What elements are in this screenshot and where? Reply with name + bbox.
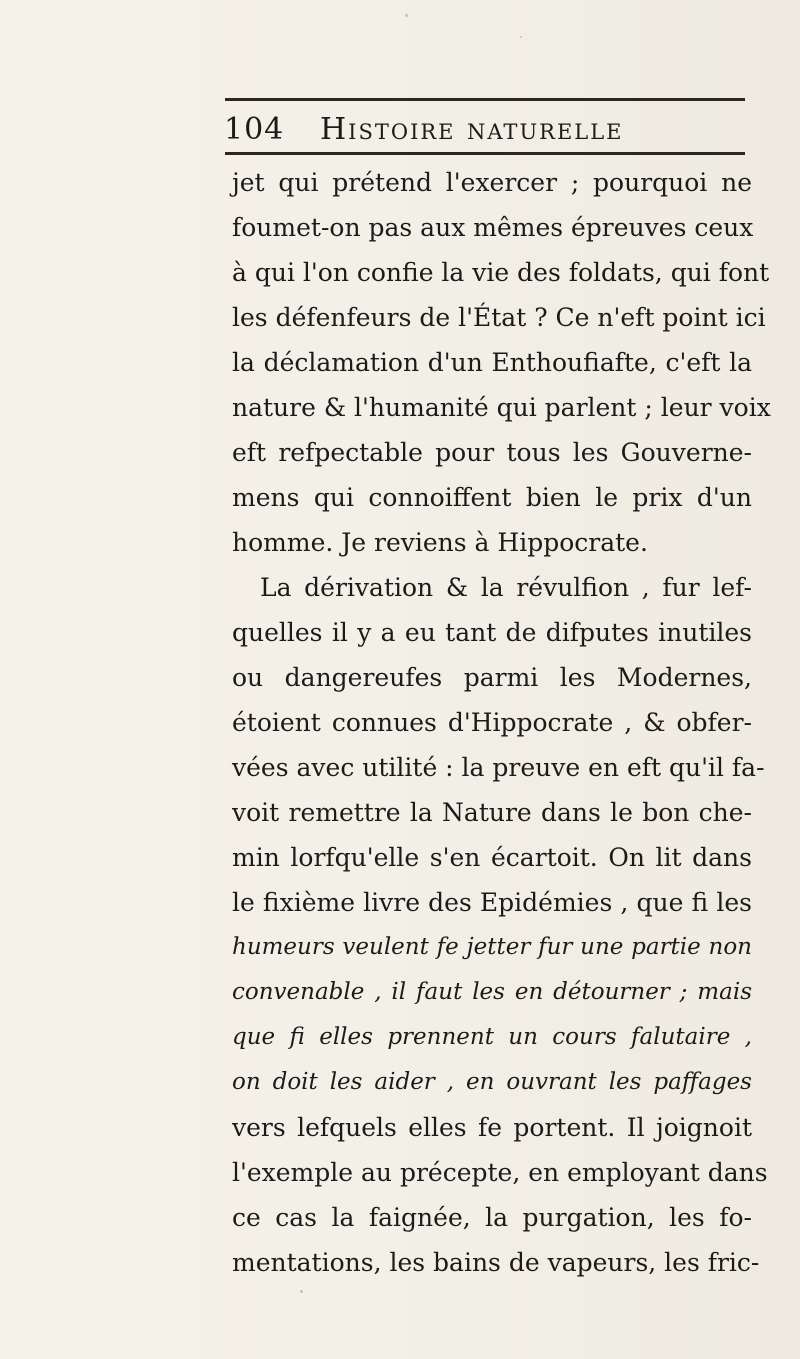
text-line: homme. Je reviens à Hippocrate.	[232, 528, 648, 557]
paper-speck	[300, 1290, 303, 1293]
text-line: jet qui prétend l'exercer ; pourquoi ne	[232, 168, 752, 197]
text-line: ce cas la faignée, la purgation, les fo-	[232, 1203, 752, 1232]
text-line: nature & l'humanité qui parlent ; leur voix	[232, 393, 771, 422]
text-line: mentations, les bains de vapeurs, les fric-	[232, 1248, 760, 1277]
text-line: le fixième livre des Epidémies , que fi les	[232, 888, 752, 917]
text-line: la déclamation d'un Enthoufiafte, c'eft la	[232, 348, 752, 377]
text-line: convenable , il faut les en détourner ; mais	[232, 979, 752, 1005]
text-line: ou dangereufes parmi les Modernes,	[232, 663, 752, 692]
text-line: vées avec utilité : la preuve en eft qu'il fa-	[232, 753, 765, 782]
paper-speck	[520, 36, 522, 38]
text-line: min lorfqu'elle s'en écartoit. On lit dans	[232, 843, 752, 872]
running-title: Histoire naturelle	[320, 112, 624, 147]
text-line: foumet-on pas aux mêmes épreuves ceux	[232, 213, 754, 242]
text-line: voit remettre la Nature dans le bon che-	[232, 798, 752, 827]
text-line: l'exemple au précepte, en employant dans	[232, 1158, 768, 1187]
text-line: vers lefquels elles fe portent. Il joignoit	[232, 1113, 752, 1142]
text-line: étoient connues d'Hippocrate , & obfer-	[232, 708, 752, 737]
header-rule-top	[225, 98, 745, 101]
text-line: à qui l'on confie la vie des foldats, qui font	[232, 258, 770, 287]
text-line: mens qui connoiffent bien le prix d'un	[232, 483, 752, 512]
text-line: La dérivation & la révulfion , fur lef-	[260, 573, 752, 602]
text-line: eft refpectable pour tous les Gouverne-	[232, 438, 752, 467]
text-line: humeurs veulent fe jetter fur une partie non	[232, 934, 752, 960]
text-line: on doit les aider , en ouvrant les paffages	[232, 1069, 752, 1095]
running-header	[224, 112, 764, 152]
paper-speck	[405, 14, 408, 17]
header-rule-bottom	[225, 152, 745, 155]
text-line: que fi elles prennent un cours falutaire ,	[232, 1024, 752, 1050]
page-number: 104	[224, 112, 285, 147]
text-line: les défenfeurs de l'État ? Ce n'eft point ici	[232, 303, 766, 332]
text-line: quelles il y a eu tant de difputes inutiles	[232, 618, 752, 647]
